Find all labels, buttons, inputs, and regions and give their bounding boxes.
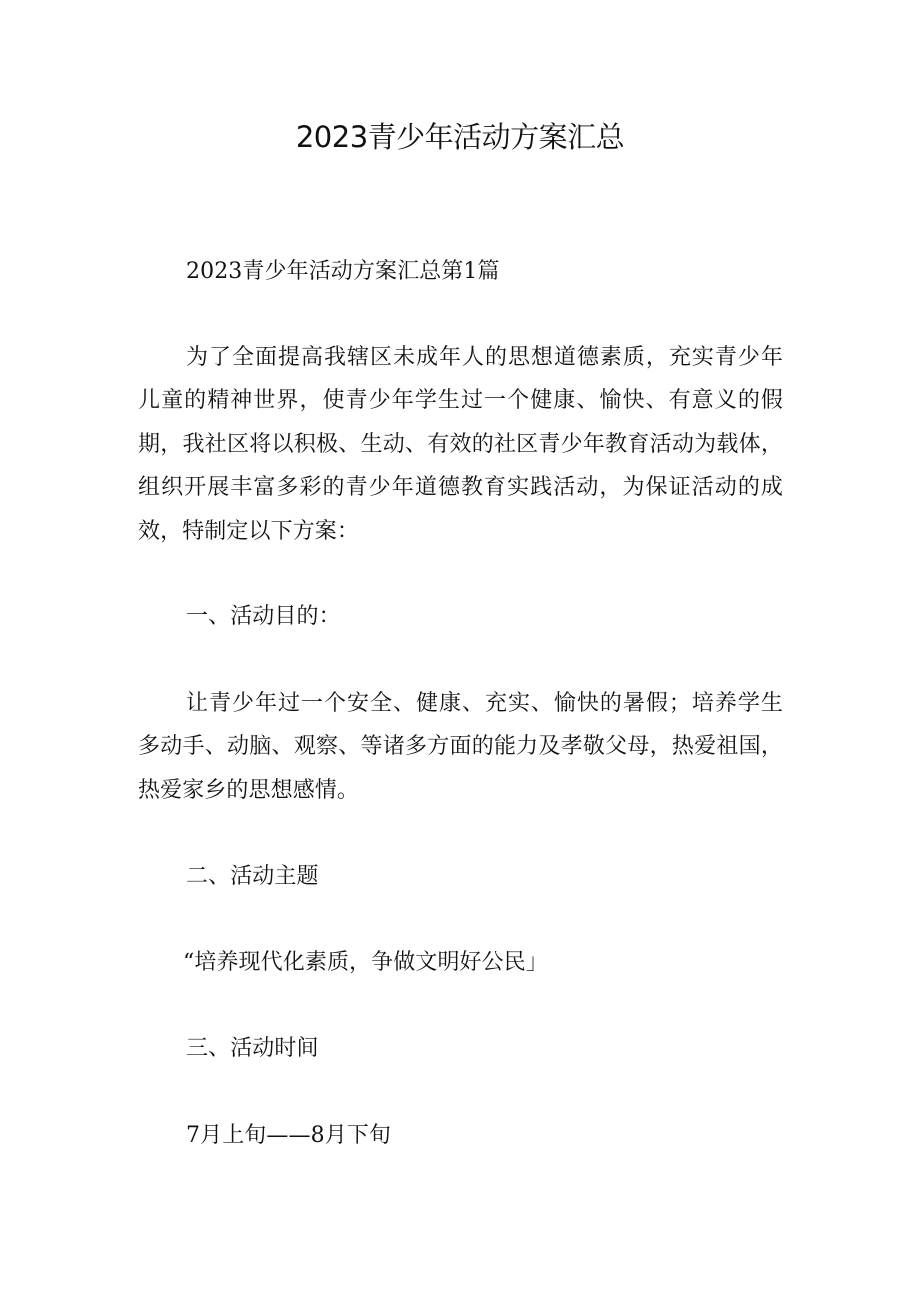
section1-line-3: 热爱家乡的思想感情。 [138,778,360,803]
section1-heading: 一、活动目的： [186,604,341,629]
intro-line-2: 儿童的精神世界，使青少年学生过一个健康、愉快、有意义的假 [138,388,783,413]
section3-time: 7月上旬——8月下旬 [186,1123,391,1148]
section2-theme: “培养现代化素质，争做文明好公民」 [183,950,548,975]
section3-heading: 三、活动时间 [186,1036,319,1061]
section1-line-1: 让青少年过一个安全、健康、充实、愉快的暑假；培养学生 [186,691,783,716]
section-subtitle: 2023青少年活动方案汇总第1篇 [186,259,500,284]
intro-line-3: 期，我社区将以积极、生动、有效的社区青少年教育活动为载体， [138,432,783,457]
intro-line-5: 效，特制定以下方案： [138,519,360,544]
document-title: 2023青少年活动方案汇总 [295,120,625,154]
intro-line-1: 为了全面提高我辖区未成年人的思想道德素质，充实青少年 [186,345,783,370]
section1-line-2: 多动手、动脑、观察、等诸多方面的能力及孝敬父母，热爱祖国， [138,734,783,759]
intro-line-4: 组织开展丰富多彩的青少年道德教育实践活动，为保证活动的成 [138,475,783,500]
section2-heading: 二、活动主题 [186,864,319,889]
